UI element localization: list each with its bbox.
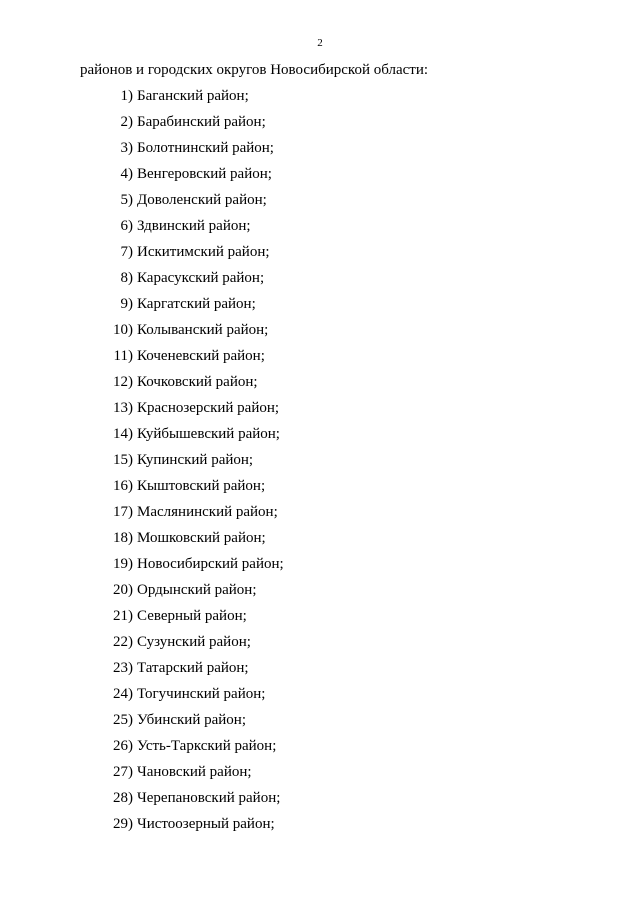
item-text: Тогучинский район;	[137, 686, 266, 702]
item-text: Кочковский район;	[137, 374, 258, 390]
item-number: 16)	[113, 478, 133, 494]
item-number: 3)	[120, 140, 133, 156]
item-text: Карасукский район;	[137, 270, 265, 286]
item-text: Куйбышевский район;	[137, 426, 280, 442]
list-item	[0, 399, 640, 425]
item-text: Здвинский район;	[137, 218, 251, 234]
item-number: 5)	[120, 192, 133, 208]
item-text: Черепановский район;	[137, 790, 281, 806]
item-number: 20)	[113, 582, 133, 598]
lead-text: районов и городских округов Новосибирской области:	[80, 62, 429, 78]
list-item	[0, 763, 640, 789]
item-text: Каргатский район;	[137, 296, 256, 312]
list-item	[0, 789, 640, 815]
item-number: 2)	[120, 114, 133, 130]
item-number: 29)	[113, 816, 133, 832]
list-item	[0, 737, 640, 763]
item-number: 23)	[113, 660, 133, 676]
list-item	[0, 321, 640, 347]
list-item	[0, 269, 640, 295]
item-text: Барабинский район;	[137, 114, 266, 130]
item-text: Сузунский район;	[137, 634, 251, 650]
item-text: Татарский район;	[137, 660, 249, 676]
item-number: 21)	[113, 608, 133, 624]
item-number: 26)	[113, 738, 133, 754]
item-number: 6)	[120, 218, 133, 234]
item-number: 25)	[113, 712, 133, 728]
item-number: 1)	[120, 88, 133, 104]
item-text: Маслянинский район;	[137, 504, 278, 520]
district-list	[0, 87, 640, 841]
list-item	[0, 477, 640, 503]
list-item	[0, 529, 640, 555]
list-item	[0, 243, 640, 269]
item-text: Мошковский район;	[137, 530, 266, 546]
list-item	[0, 711, 640, 737]
item-text: Убинский район;	[137, 712, 246, 728]
list-item	[0, 685, 640, 711]
item-number: 8)	[120, 270, 133, 286]
item-text: Краснозерский район;	[137, 400, 280, 416]
list-item	[0, 139, 640, 165]
list-item	[0, 347, 640, 373]
list-item	[0, 581, 640, 607]
item-number: 4)	[120, 166, 133, 182]
item-text: Венгеровский район;	[137, 166, 272, 182]
item-number: 7)	[120, 244, 133, 260]
item-number: 19)	[113, 556, 133, 572]
list-item	[0, 295, 640, 321]
item-number: 28)	[113, 790, 133, 806]
list-item	[0, 633, 640, 659]
list-item	[0, 659, 640, 685]
list-item	[0, 113, 640, 139]
list-item	[0, 87, 640, 113]
item-text: Доволенский район;	[137, 192, 267, 208]
item-number: 27)	[113, 764, 133, 780]
list-item	[0, 425, 640, 451]
item-text: Ордынский район;	[137, 582, 257, 598]
list-item	[0, 373, 640, 399]
item-number: 9)	[120, 296, 133, 312]
item-number: 15)	[113, 452, 133, 468]
item-number: 22)	[113, 634, 133, 650]
item-text: Искитимский район;	[137, 244, 270, 260]
item-text: Болотнинский район;	[137, 140, 274, 156]
item-text: Колыванский район;	[137, 322, 269, 338]
item-number: 13)	[113, 400, 133, 416]
list-item	[0, 607, 640, 633]
item-number: 10)	[113, 322, 133, 338]
item-number: 11)	[113, 348, 133, 364]
list-item	[0, 815, 640, 841]
item-number: 12)	[113, 374, 133, 390]
item-number: 18)	[113, 530, 133, 546]
list-item	[0, 217, 640, 243]
item-number: 17)	[113, 504, 133, 520]
item-text: Купинский район;	[137, 452, 254, 468]
item-text: Коченевский район;	[137, 348, 265, 364]
item-text: Кыштовский район;	[137, 478, 266, 494]
item-number: 24)	[113, 686, 133, 702]
list-item	[0, 503, 640, 529]
page-number: 2	[317, 37, 323, 49]
item-text: Северный район;	[137, 608, 247, 624]
item-text: Баганский район;	[137, 88, 249, 104]
list-item	[0, 555, 640, 581]
list-item	[0, 165, 640, 191]
item-number: 14)	[113, 426, 133, 442]
item-text: Чановский район;	[137, 764, 252, 780]
list-item	[0, 191, 640, 217]
list-item	[0, 451, 640, 477]
item-text: Чистоозерный район;	[137, 816, 275, 832]
item-text: Усть-Таркский район;	[137, 738, 277, 754]
item-text: Новосибирский район;	[137, 556, 284, 572]
